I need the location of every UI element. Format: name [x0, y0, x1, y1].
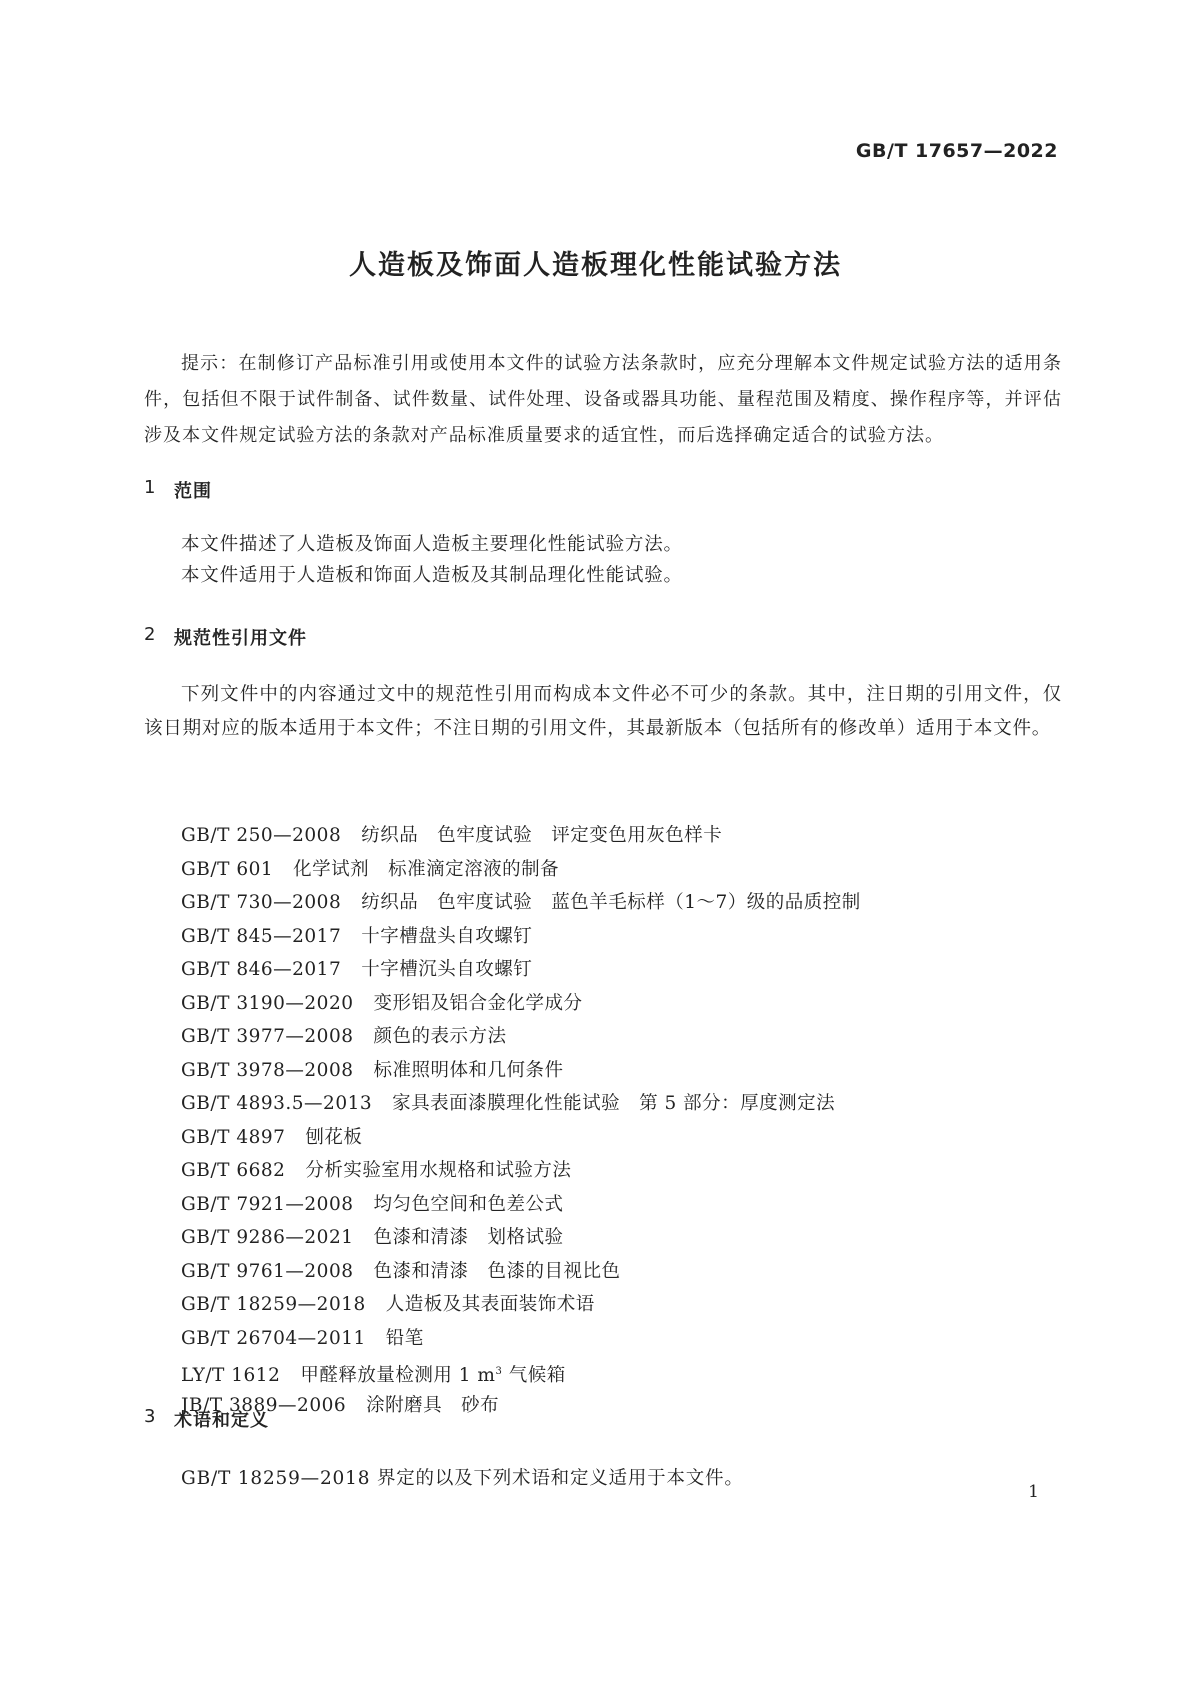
- reference-item: [181, 1322, 861, 1356]
- reference-code: GB/T 3978—2008: [181, 1059, 354, 1081]
- reference-item: [181, 1020, 861, 1054]
- reference-code: GB/T 18259—2018: [181, 1294, 366, 1315]
- reference-item: [181, 1087, 861, 1121]
- reference-code: GB/T 4897: [181, 1126, 286, 1148]
- reference-title: 十字槽沉头自攻螺钉: [361, 959, 533, 980]
- reference-item: [181, 987, 861, 1021]
- reference-code: GB/T 26704—2011: [181, 1327, 366, 1349]
- reference-code: GB/T 730—2008: [181, 892, 342, 913]
- reference-code: GB/T 6682: [181, 1160, 286, 1181]
- reference-code: GB/T 4893.5—2013: [181, 1093, 373, 1114]
- reference-item: [181, 1154, 861, 1188]
- reference-code: GB/T 845—2017: [181, 925, 342, 947]
- reference-code: GB/T 9286—2021: [181, 1227, 354, 1248]
- reference-title: 色漆和清漆 划格试验: [373, 1227, 564, 1248]
- reference-code: GB/T 3190—2020: [181, 992, 354, 1014]
- reference-code: GB/T 250—2008: [181, 825, 342, 846]
- reference-title: 十字槽盘头自攻螺钉: [361, 925, 533, 947]
- section-heading-normative: [144, 624, 307, 650]
- reference-title: 分析实验室用水规格和试验方法: [305, 1160, 572, 1181]
- scope-paragraph-1: 本文件描述了人造板及饰面人造板主要理化性能试验方法。: [181, 534, 683, 555]
- reference-title: 纺织品 色牢度试验 蓝色羊毛标样（1～7）级的品质控制: [361, 892, 861, 913]
- reference-code: GB/T 846—2017: [181, 959, 342, 980]
- reference-item: [181, 886, 861, 920]
- page-number: 1: [1028, 1482, 1039, 1502]
- normative-intro: 下列文件中的内容通过文中的规范性引用而构成本文件必不可少的条款。其中，注日期的引用文件，仅该日期对应的版本适用于本文件；不注日期的引用文件，其最新版本（包括所有的修改单）适用于本文件。: [144, 684, 1062, 739]
- section-number: 3: [144, 1406, 157, 1427]
- reference-item: [181, 819, 861, 853]
- scope-paragraph-2: 本文件适用于人造板和饰面人造板及其制品理化性能试验。: [181, 565, 683, 586]
- reference-item: [181, 1389, 861, 1423]
- reference-code: GB/T 3977—2008: [181, 1026, 354, 1047]
- reference-title: 色漆和清漆 色漆的目视比色: [373, 1260, 621, 1282]
- section-title: 规范性引用文件: [174, 628, 307, 649]
- reference-code: GB/T 7921—2008: [181, 1193, 354, 1215]
- document-title: 人造板及饰面人造板理化性能试验方法: [349, 250, 842, 281]
- reference-item: [181, 920, 861, 954]
- reference-item: [181, 953, 861, 987]
- reference-title-suffix: 气候箱: [502, 1365, 566, 1386]
- reference-title: 家具表面漆膜理化性能试验 第 5 部分：厚度测定法: [392, 1093, 836, 1114]
- reference-item: [181, 1054, 861, 1088]
- reference-item: [181, 1255, 861, 1289]
- reference-title: 人造板及其表面装饰术语: [385, 1294, 595, 1315]
- reference-title: 化学试剂 标准滴定溶液的制备: [293, 858, 560, 880]
- reference-title: 均匀色空间和色差公式: [373, 1193, 564, 1215]
- reference-item: [181, 1221, 861, 1255]
- reference-code: GB/T 601: [181, 858, 274, 880]
- reference-code: GB/T 9761—2008: [181, 1260, 354, 1282]
- section-heading-terms: [144, 1406, 269, 1432]
- reference-item: [181, 1288, 861, 1322]
- reference-title: 颜色的表示方法: [373, 1026, 507, 1047]
- reference-item: [181, 1121, 861, 1155]
- reference-item: [181, 853, 861, 887]
- reference-title: 甲醛释放量检测用 1 m: [300, 1365, 496, 1386]
- section-title: 范围: [174, 481, 212, 502]
- reference-title: 纺织品 色牢度试验 评定变色用灰色样卡: [361, 825, 723, 846]
- terms-intro: GB/T 18259—2018 界定的以及下列术语和定义适用于本文件。: [181, 1468, 744, 1489]
- hint-paragraph: 提示：在制修订产品标准引用或使用本文件的试验方法条款时，应充分理解本文件规定试验方法的适用条件，包括但不限于试件制备、试件数量、试件处理、设备或器具功能、量程范围及精度、操作程序等，并评估涉及本文件规定试验方法的条款对产品标准质量要求的适宜性，而后选择确定适合的试验方法。: [144, 353, 1062, 446]
- section-number: 2: [144, 624, 157, 645]
- reference-title: 涂附磨具 砂布: [366, 1394, 500, 1416]
- reference-code: JB/T 3889—2006: [181, 1394, 347, 1416]
- reference-title: 变形铝及铝合金化学成分: [373, 992, 583, 1014]
- superscript: 3: [495, 1366, 503, 1377]
- section-number: 1: [144, 477, 157, 498]
- reference-title: 刨花板: [305, 1126, 363, 1148]
- reference-title: 铅笔: [385, 1327, 424, 1349]
- reference-code: LY/T 1612: [181, 1365, 281, 1386]
- standard-number: GB/T 17657—2022: [855, 140, 1058, 162]
- section-title: 术语和定义: [174, 1410, 269, 1431]
- reference-item: [181, 1188, 861, 1222]
- section-heading-scope: [144, 477, 212, 503]
- reference-list: [181, 819, 861, 1422]
- reference-item: [181, 1355, 861, 1389]
- reference-title: 标准照明体和几何条件: [373, 1059, 564, 1081]
